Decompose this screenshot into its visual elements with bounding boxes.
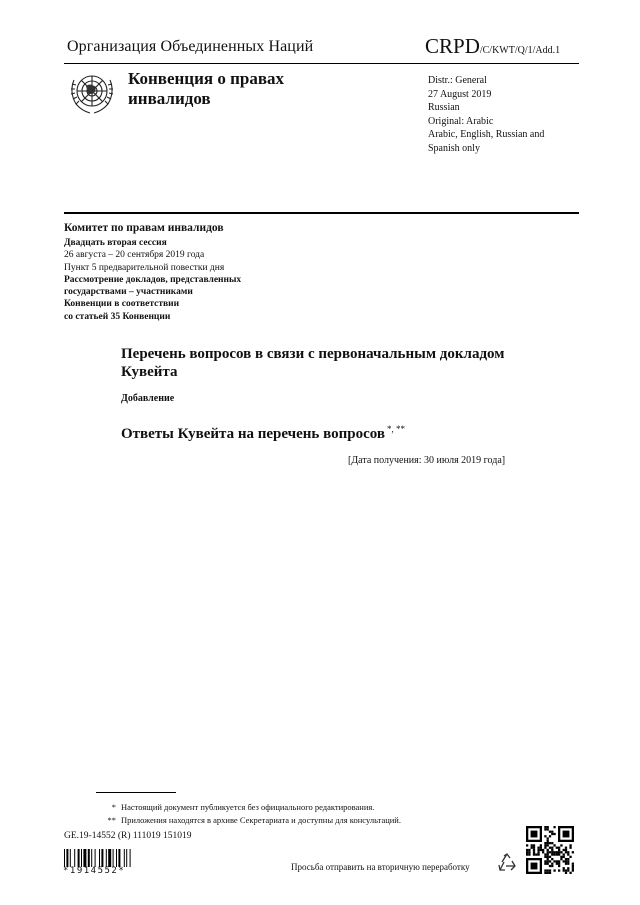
job-number: GE.19-14552 (R) 111019 151019 [64,831,192,841]
replies-title [121,424,405,443]
symbol-main: CRPD [425,34,480,58]
convention-title [128,69,284,109]
distr-line: Arabic, English, Russian and [428,129,545,140]
agenda-title-line: со статьей 35 Конвенции [64,311,171,322]
agenda-item: Пункт 5 предварительной повестки дня [64,262,225,273]
session-info [64,237,241,323]
convention-title-line1: Конвенция о правах [128,69,285,88]
un-emblem-icon [66,70,118,116]
document-title-line1: Перечень вопросов в связи с первоначальным докладом [121,346,505,362]
footnote-2 [96,815,401,825]
footnote-mark: ** [107,815,116,825]
replies-title-text: Ответы Кувейта на перечень вопросов [121,426,385,442]
addendum-label: Добавление [121,393,175,404]
footnote-mark: * [111,802,116,812]
agenda-title-line: Рассмотрение докладов, представленных [64,274,242,285]
document-title [121,345,541,381]
distr-line: Original: Arabic [428,115,494,127]
footnote-text: Настоящий документ публикуется без официального редактирования. [121,802,375,812]
symbol-rest: /C/KWT/Q/1/Add.1 [479,45,561,56]
footnote-marks: *, ** [386,424,405,434]
barcode-text: *1914552* [63,866,126,876]
distr-line: Distr.: General [428,75,487,86]
header-rule [64,63,579,64]
organization-name: Организация Объединенных Наций [67,38,314,55]
footnote-rule [96,792,176,793]
committee-name: Комитет по правам инвалидов [64,222,224,234]
qr-code-icon [526,826,574,874]
date-received: [Дата получения: 30 июля 2019 года] [348,455,506,466]
recycle-icon [496,852,518,874]
convention-title-line2: инвалидов [128,89,211,108]
document-title-line2: Кувейта [121,364,178,380]
barcode-icon [64,849,156,867]
distr-line: Russian [428,102,460,113]
distr-line: 27 August 2019 [428,88,492,100]
document-symbol [425,34,560,59]
agenda-title-line: Конвенции в соответствии [64,299,180,310]
footnote-1 [96,802,374,812]
distr-line: Spanish only [428,142,480,154]
footnote-text: Приложения находятся в архиве Секретариата и доступны для консультаций. [121,815,401,825]
recycle-note: Просьба отправить на вторичную переработку [291,862,470,872]
header-thick-rule [64,212,579,214]
distribution-block [428,74,544,155]
session-dates: 26 августа – 20 сентября 2019 года [64,250,205,261]
agenda-title-line: государствами – участниками [64,287,193,298]
session-name: Двадцать вторая сессия [64,238,167,248]
